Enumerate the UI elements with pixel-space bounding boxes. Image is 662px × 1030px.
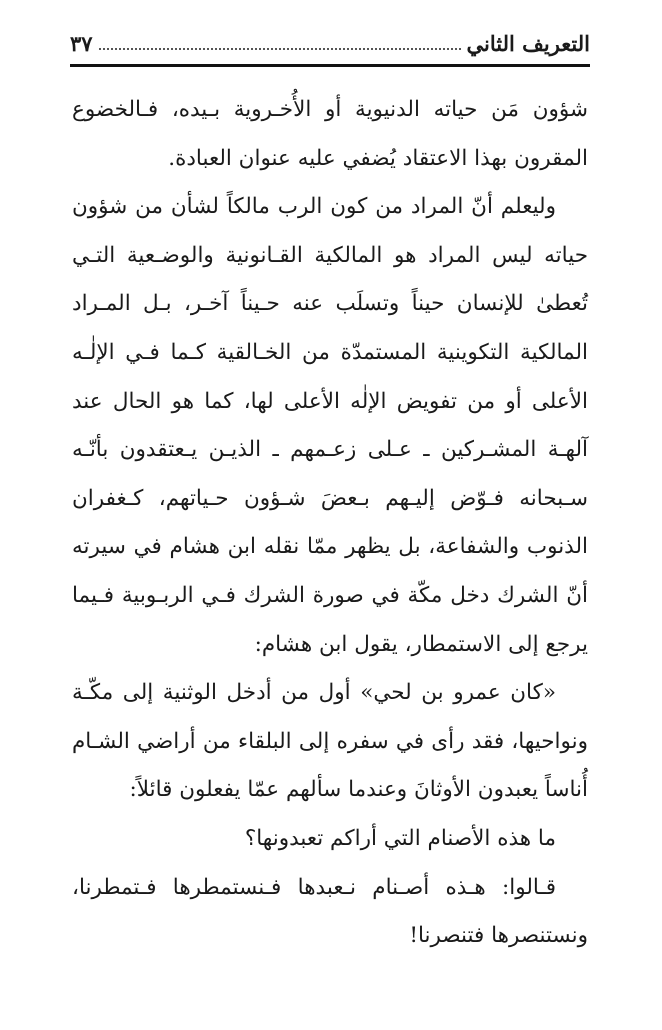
text-line: الأعلى أو من تفويض الإلٰه الأعلى لها، كما هو الحال عند (72, 388, 588, 414)
text-line: قـالوا: هـذه أصـنام نـعبدها فـنستمطرها فـتمطرنا، (72, 874, 556, 900)
text-line: «كان عمرو بن لحي» أول من أدخل الوثنية إلى مكّـة (72, 680, 556, 706)
text-line: تُعطىٰ للإنسان حيناً وتسلَب عنه حـيناً آخـر، بـل المـراد (72, 291, 588, 317)
body-text (72, 86, 588, 961)
text-line: سـبحانه فـوّض إليـهم بـعضَ شـؤون حـياتهم، كـغفران (72, 485, 588, 511)
text-line: وليعلم أنّ المراد من كون الرب مالكاً لشأن من شؤون (72, 194, 556, 220)
text-line: المالكية التكوينية المستمدّة من الخـالقية كـما فـي الإلٰـه (72, 339, 588, 365)
text-line: أُناساً يعبدون الأوثانَ وعندما سألهم عمّا يفعلون قائلاً: (129, 777, 588, 803)
text-line: حياته ليس المراد هو المالكية القـانونية والوضـعية التـي (72, 242, 588, 268)
text-line: المقرون بهذا الاعتقاد يُضفي عليه عنوان العبادة. (168, 145, 588, 171)
running-header (70, 26, 590, 67)
text-line: ما هذه الأصنام التي أراكم تعبدونها؟ (244, 825, 556, 851)
text-line: ونواحيها، فقد رأى في سفره إلى البلقاء من أراضي الشـام (72, 728, 588, 754)
text-line: آلهـة المشـركين ـ عـلى زعـمهم ـ الذيـن يـعتقدون بأنّـه (72, 437, 588, 463)
text-line: الذنوب والشفاعة، بل يظهر ممّا نقله ابن هشام في سيرته (72, 534, 588, 560)
chapter-title: التعريف الثاني (466, 30, 590, 56)
text-line: ونستنصرها فتنصرنا! (409, 923, 588, 949)
text-line: يرجع إلى الاستمطار، يقول ابن هشام: (254, 631, 588, 657)
text-line: أنّ الشرك دخل مكّة في صورة الشرك فـي الربـوبية فـيما (72, 582, 588, 608)
dot-leader (99, 48, 461, 50)
page-number: ٣٧ (70, 30, 93, 56)
text-line: شؤون مَن حياته الدنيوية أو الأُخـروية بـيده، فـالخضوع (72, 97, 588, 122)
